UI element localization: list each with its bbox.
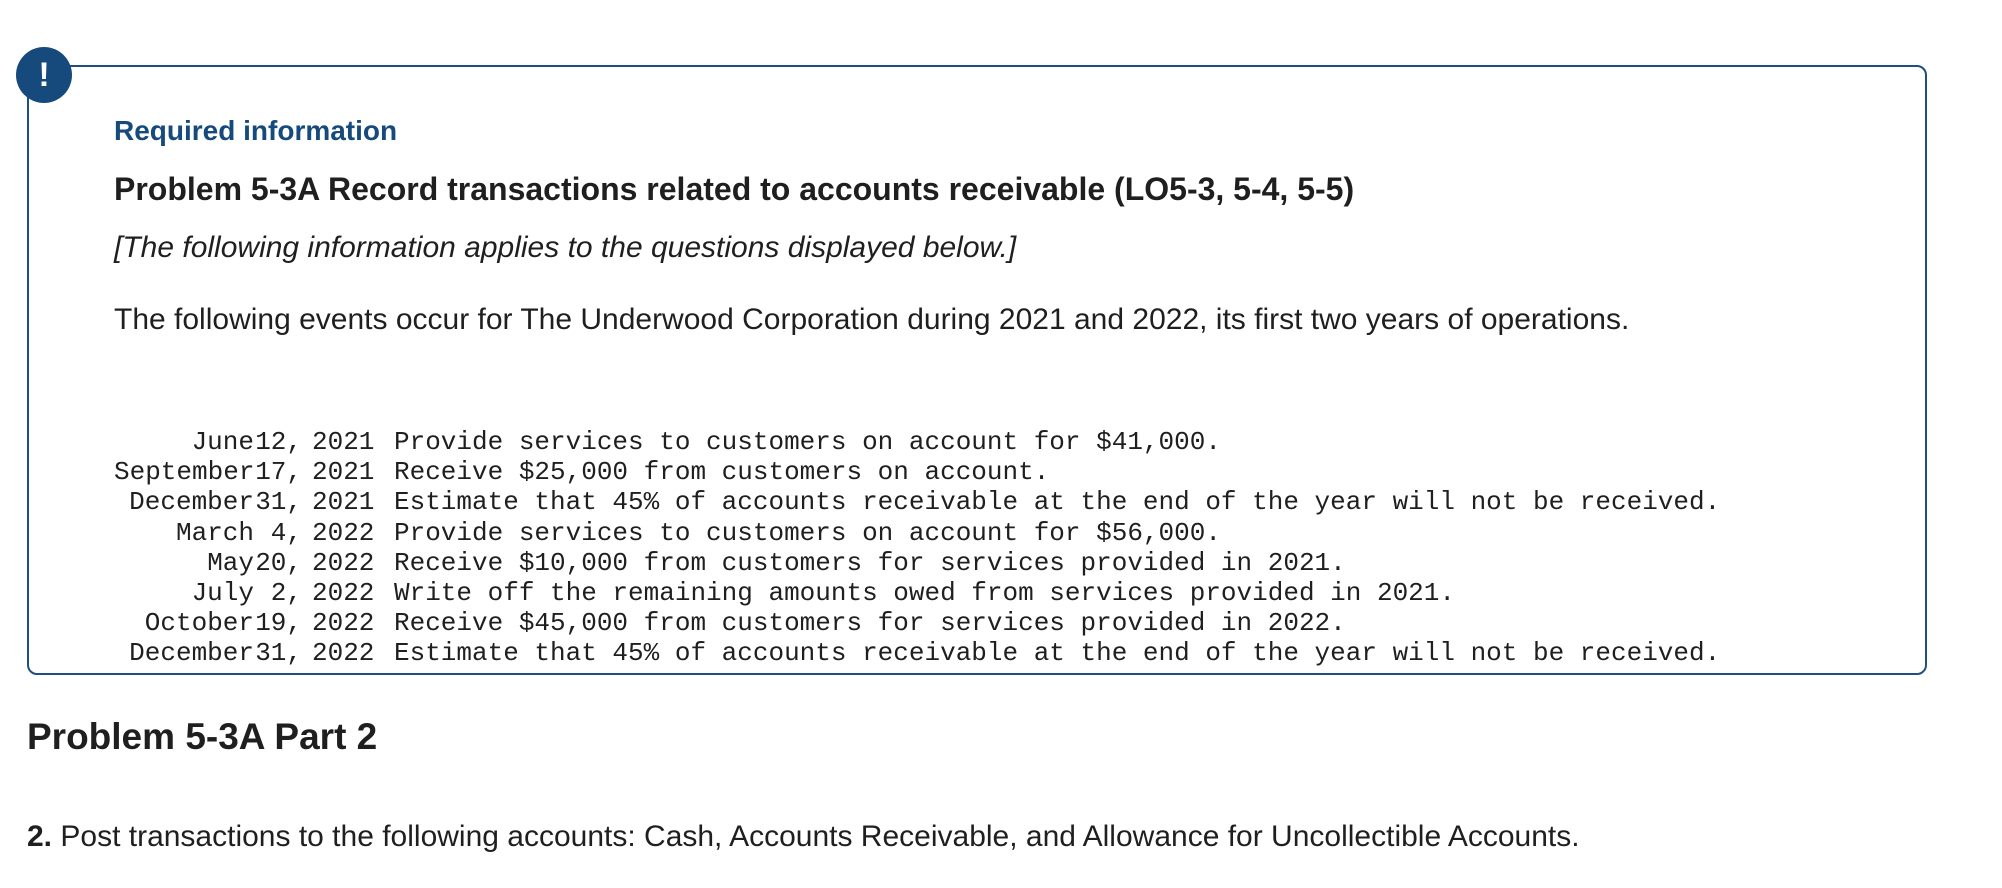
event-month: September <box>114 457 255 488</box>
required-information-box <box>27 65 1927 675</box>
event-day: 2, <box>270 578 302 609</box>
instruction <box>27 820 1580 854</box>
event-row <box>114 638 1720 668</box>
problem-title: Problem 5-3A Record transactions related to accounts receivable (LO5-3, 5-4, 5-5) <box>114 171 1355 207</box>
event-day: 19, <box>255 608 302 639</box>
event-description: Receive $45,000 from customers for services provided in 2022. <box>394 608 1346 639</box>
event-day: 31, <box>255 638 302 669</box>
events-list <box>114 427 1720 669</box>
event-month: March <box>175 517 254 548</box>
event-description: Provide services to customers on account for $56,000. <box>394 517 1221 548</box>
instruction-number: 2. <box>27 820 53 853</box>
instruction-text: Post transactions to the following accounts: Cash, Accounts Receivable, and Allowance for Uncollectible Accounts. <box>60 820 1580 853</box>
event-row <box>114 427 1720 457</box>
event-row <box>114 578 1720 608</box>
applies-note: [The following information applies to the questions displayed below.] <box>114 231 1017 264</box>
event-year: 2021 <box>312 457 375 488</box>
event-row <box>114 487 1720 517</box>
event-month: December <box>129 487 254 518</box>
event-description: Write off the remaining amounts owed from services provided in 2021. <box>394 578 1455 609</box>
event-month: October <box>144 608 254 639</box>
event-month: December <box>129 638 254 669</box>
event-year: 2021 <box>312 427 375 457</box>
event-row <box>114 457 1720 487</box>
event-month: July <box>191 578 254 609</box>
event-year: 2022 <box>312 578 375 609</box>
event-day: 31, <box>255 487 302 518</box>
event-year: 2022 <box>312 608 375 639</box>
event-row <box>114 518 1720 548</box>
part-title: Problem 5-3A Part 2 <box>27 716 378 757</box>
event-month: May <box>207 547 254 578</box>
event-day: 12, <box>255 427 302 457</box>
event-day: 20, <box>255 547 302 578</box>
event-description: Receive $25,000 from customers on account. <box>394 457 1050 488</box>
intro-paragraph: The following events occur for The Underwood Corporation during 2021 and 2022, its first two years of operations. <box>114 303 1630 336</box>
alert-icon: ! <box>16 47 72 103</box>
event-day: 4, <box>270 517 302 548</box>
event-description: Estimate that 45% of accounts receivable at the end of the year will not be received. <box>394 638 1721 669</box>
event-description: Estimate that 45% of accounts receivable at the end of the year will not be received. <box>394 487 1721 518</box>
event-year: 2022 <box>312 638 375 669</box>
event-description: Receive $10,000 from customers for services provided in 2021. <box>394 547 1346 578</box>
event-year: 2021 <box>312 487 375 518</box>
event-year: 2022 <box>312 517 375 548</box>
event-description: Provide services to customers on account for $41,000. <box>394 427 1221 457</box>
event-month: June <box>191 427 254 457</box>
event-row <box>114 548 1720 578</box>
required-information-label: Required information <box>114 115 398 146</box>
event-day: 17, <box>255 457 302 488</box>
event-row <box>114 608 1720 638</box>
event-year: 2022 <box>312 547 375 578</box>
